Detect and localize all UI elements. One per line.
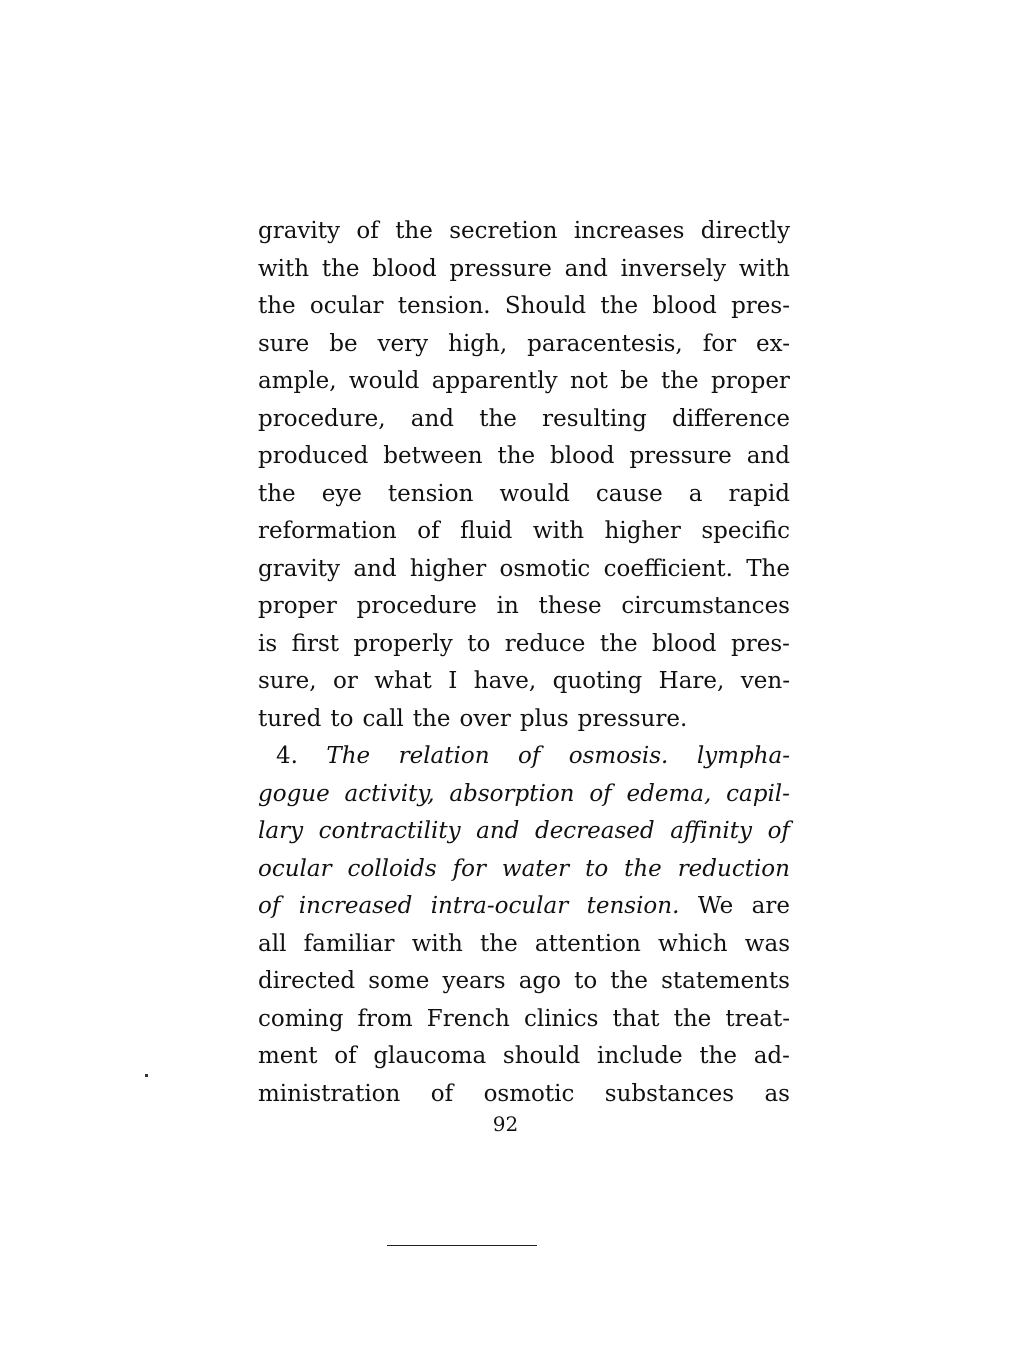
scan-speck	[145, 1074, 148, 1077]
text-line	[258, 963, 790, 1001]
word: cause	[595, 480, 663, 507]
word: not	[569, 368, 608, 394]
word: to	[330, 705, 354, 732]
word: the	[624, 855, 662, 882]
word: pressure	[629, 443, 732, 469]
word: that	[612, 1005, 660, 1032]
word: tured	[258, 705, 322, 732]
footer-rule	[387, 1245, 537, 1246]
word: procedure,	[258, 405, 386, 432]
word: pressure	[449, 255, 552, 282]
word: should	[502, 1043, 581, 1069]
word: plus	[519, 705, 569, 732]
word: a	[688, 480, 703, 507]
word: to	[467, 630, 491, 657]
word: the	[673, 1005, 712, 1032]
word: osmotic	[483, 1080, 575, 1107]
word: fluid	[460, 518, 513, 544]
word: I	[448, 668, 458, 694]
word: higher	[409, 555, 487, 582]
word: The	[746, 555, 790, 582]
word: the	[497, 443, 536, 469]
word: rapid	[728, 480, 790, 507]
word: of	[258, 893, 281, 919]
word: treat-	[725, 1005, 790, 1032]
word: apparently	[431, 368, 558, 394]
word: from	[357, 1005, 413, 1032]
word: have,	[473, 668, 537, 694]
word: tension	[387, 480, 474, 507]
text-line	[258, 813, 790, 851]
word: French	[426, 1005, 510, 1032]
word: the	[479, 405, 517, 432]
text-line	[258, 326, 790, 364]
text-line	[258, 1001, 790, 1039]
word: of	[356, 218, 379, 244]
word: the	[480, 930, 518, 957]
word: ocular	[258, 855, 332, 882]
word: call	[362, 705, 404, 732]
word: edema,	[626, 780, 712, 807]
word: directed	[258, 968, 356, 994]
word: years	[442, 968, 506, 994]
word: capil-	[726, 780, 790, 807]
text-line	[258, 438, 790, 476]
word: reduce	[504, 630, 586, 657]
word: the	[660, 368, 699, 394]
word: as	[764, 1080, 790, 1107]
word: all	[258, 930, 287, 957]
text-line	[258, 476, 790, 514]
word: substances	[604, 1080, 735, 1107]
word: tension.	[397, 293, 491, 319]
word: activity,	[344, 780, 435, 807]
word: was	[744, 930, 790, 957]
word: gogue	[258, 780, 330, 807]
word: high,	[448, 330, 508, 357]
text-line	[258, 626, 790, 664]
word: these	[538, 593, 602, 619]
text-line	[258, 701, 790, 739]
text-line	[258, 251, 790, 289]
word: and	[353, 555, 397, 582]
word: the	[699, 1043, 737, 1069]
word: tension.	[586, 893, 680, 919]
word: in	[496, 593, 519, 619]
text-line	[258, 1038, 790, 1076]
word: circumstances	[621, 593, 790, 619]
word: contractility	[318, 818, 461, 844]
word: properly	[353, 630, 453, 657]
word: proper	[258, 593, 337, 619]
word: relation	[398, 743, 490, 769]
word: pressure.	[577, 705, 688, 732]
word: eye	[321, 480, 362, 507]
word: would	[499, 480, 570, 507]
word: osmosis.	[568, 743, 669, 769]
word: blood	[550, 443, 615, 469]
word: and	[746, 443, 790, 469]
text-line	[258, 363, 790, 401]
word: of	[767, 818, 790, 844]
word: very	[377, 330, 429, 357]
word: procedure	[356, 593, 477, 619]
word: Hare,	[658, 668, 725, 694]
word: for	[452, 855, 486, 882]
word: some	[368, 968, 430, 994]
text-line	[258, 288, 790, 326]
word: the	[599, 630, 638, 657]
word: paracentesis,	[527, 330, 683, 357]
word: the	[321, 255, 360, 282]
body-text	[258, 213, 790, 1113]
word: and	[410, 405, 454, 432]
word: The	[326, 743, 371, 769]
word: ministration	[258, 1080, 401, 1107]
text-line	[258, 588, 790, 626]
word: which	[658, 930, 728, 957]
text-line	[258, 776, 790, 814]
word: with	[738, 255, 790, 282]
text-line	[258, 213, 790, 251]
word: ment	[258, 1043, 318, 1069]
word: secretion	[449, 218, 558, 244]
page-number: 92	[492, 1112, 519, 1136]
word: with	[411, 930, 463, 957]
word: include	[597, 1043, 683, 1069]
word: the	[258, 480, 296, 507]
word: increases	[573, 218, 685, 244]
word: to	[585, 855, 609, 882]
word: attention	[534, 930, 641, 957]
word: be	[329, 330, 358, 357]
word: increased	[298, 893, 413, 919]
word: lympha-	[696, 743, 790, 769]
word: proper	[711, 368, 790, 394]
word: sure	[258, 330, 310, 357]
word: higher	[604, 518, 681, 544]
word: blood	[652, 630, 717, 657]
word: coming	[258, 1005, 344, 1032]
word: difference	[672, 405, 790, 432]
word: or	[333, 668, 358, 694]
word: first	[291, 630, 340, 657]
word: intra-ocular	[430, 893, 569, 919]
word: of	[430, 1080, 454, 1107]
text-line	[258, 401, 790, 439]
word: sure,	[258, 668, 317, 694]
word: ocular	[309, 293, 384, 319]
word: and	[564, 255, 608, 282]
word: water	[501, 855, 570, 882]
word: blood	[652, 293, 717, 319]
word: Should	[504, 293, 587, 319]
text-line	[258, 888, 790, 926]
word: resulting	[542, 405, 647, 432]
word: pres-	[731, 630, 790, 657]
word: for	[702, 330, 737, 357]
word: coefficient.	[603, 555, 733, 582]
text-line	[258, 738, 790, 776]
word: glaucoma	[373, 1043, 487, 1069]
word: and	[476, 818, 520, 844]
word: with	[258, 255, 310, 282]
word: the	[258, 293, 296, 319]
word: ven-	[740, 668, 790, 694]
word: osmotic	[499, 555, 591, 582]
word: the	[610, 968, 648, 994]
text-line	[258, 851, 790, 889]
word: gravity	[258, 218, 341, 244]
word: blood	[372, 255, 437, 282]
word: of	[334, 1043, 357, 1069]
word: absorption	[449, 780, 575, 807]
word: would	[348, 368, 420, 394]
word: decreased	[534, 818, 655, 844]
word: reformation	[258, 518, 397, 544]
word: is	[258, 630, 278, 657]
word: of	[517, 743, 541, 769]
word: ex-	[756, 330, 790, 357]
word: statements	[661, 968, 790, 994]
word: lary	[258, 818, 304, 844]
word: the	[395, 218, 433, 244]
word: of	[417, 518, 440, 544]
text-line	[258, 1076, 790, 1114]
text-line	[258, 926, 790, 964]
word: be	[620, 368, 649, 394]
word: ago	[518, 968, 561, 994]
word: reduction	[677, 855, 790, 882]
word: ad-	[753, 1043, 790, 1069]
text-line	[258, 663, 790, 701]
word: directly	[700, 218, 790, 244]
word: quoting	[552, 668, 643, 694]
word: 4.	[276, 743, 298, 769]
word: to	[574, 968, 598, 994]
word: familiar	[303, 930, 395, 957]
word: between	[383, 443, 483, 469]
word: over	[459, 705, 511, 732]
word: clinics	[523, 1005, 599, 1032]
word: specific	[701, 518, 790, 544]
word: affinity	[670, 818, 752, 844]
word: pres-	[731, 293, 790, 319]
word: gravity	[258, 555, 341, 582]
word: are	[751, 893, 790, 919]
word: the	[600, 293, 639, 319]
word: ample,	[258, 368, 337, 394]
text-line	[258, 551, 790, 589]
word: inversely	[620, 255, 727, 282]
word: what	[374, 668, 432, 694]
text-line	[258, 513, 790, 551]
word: with	[532, 518, 585, 544]
word: We	[697, 893, 734, 919]
word: produced	[258, 443, 369, 469]
word: the	[412, 705, 451, 732]
word: of	[589, 780, 612, 807]
word: colloids	[347, 855, 437, 882]
